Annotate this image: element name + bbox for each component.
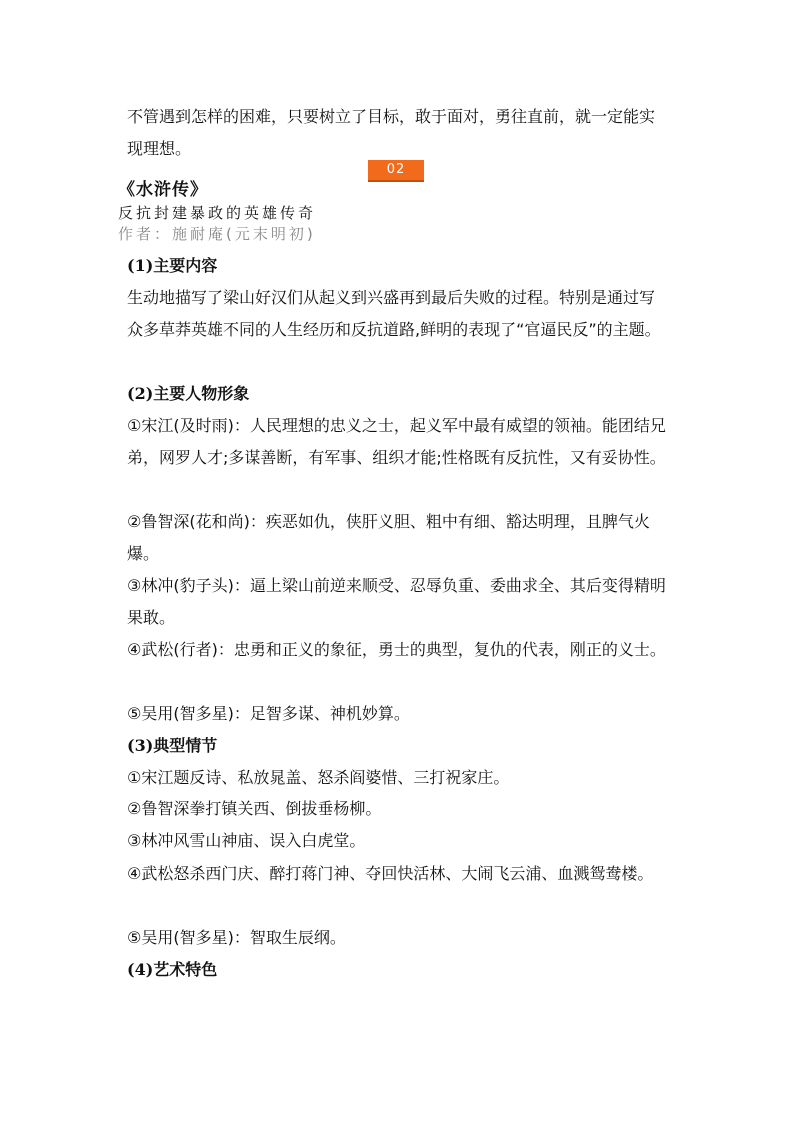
character-item: ①宋江(及时雨)：人民理想的忠义之士，起义军中最有威望的领袖。能团结兄弟，网罗人才;多谋善断，有军事、组织才能;性格既有反抗性，又有妥协性。 [127, 416, 666, 467]
heading-plots: (3)典型情节 [127, 736, 218, 755]
main-content-paragraph: 生动地描写了梁山好汉们从起义到兴盛再到最后失败的过程。特别是通过写众多草莽英雄不同的人生经历和反抗道路,鲜明的表现了“官逼民反”的主题。 [127, 288, 661, 339]
book-subtitle: 反抗封建暴政的英雄传奇 [118, 204, 317, 222]
book-title: 《水浒传》 [118, 180, 208, 200]
plot-item: ⑤吴用(智多星)：智取生辰纲。 [127, 928, 346, 947]
heading-characters: (2)主要人物形象 [127, 384, 250, 403]
plot-item: ③林冲风雪山神庙、误入白虎堂。 [127, 831, 366, 850]
character-item: ④武松(行者)：忠勇和正义的象征，勇士的典型，复仇的代表，刚正的义士。 [127, 640, 666, 659]
plot-item: ②鲁智深拳打镇关西、倒拔垂杨柳。 [127, 799, 382, 818]
book-author: 作者：施耐庵(元末明初) [118, 225, 316, 243]
character-item: ⑤吴用(智多星)：足智多谋、神机妙算。 [127, 704, 410, 723]
character-item: ③林冲(豹子头)：逼上梁山前逆来顺受、忍辱负重、委曲求全、其后变得精明果敢。 [127, 576, 666, 627]
intro-paragraph: 不管遇到怎样的困难，只要树立了目标，敢于面对，勇往直前，就一定能实现理想。 [127, 107, 656, 158]
section-number-badge: 02 [368, 160, 424, 182]
heading-art-features: (4)艺术特色 [127, 960, 218, 979]
plot-item: ①宋江题反诗、私放晁盖、怒杀阎婆惜、三打祝家庄。 [127, 768, 510, 787]
character-item: ②鲁智深(花和尚)：疾恶如仇，侠肝义胆、粗中有细、豁达明理，且脾气火爆。 [127, 512, 650, 563]
plot-item: ④武松怒杀西门庆、醉打蒋门神、夺回快活林、大闹飞云浦、血溅鸳鸯楼。 [127, 864, 654, 883]
heading-main-content: (1)主要内容 [127, 256, 218, 275]
